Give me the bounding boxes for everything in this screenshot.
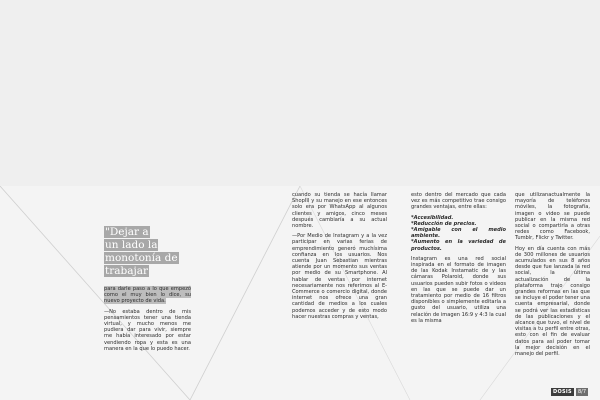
- advantage-item: *Accesibilidad.: [411, 214, 454, 221]
- pull-quote-line-4: trabajar: [105, 265, 149, 277]
- article-column-4: [515, 192, 590, 361]
- lead-text: para darle paso a lo que empezó como el muy bien lo dice, su nuevo proyecto de vida.: [104, 286, 191, 305]
- page-number: 8/7: [577, 389, 587, 395]
- col1-paragraph-1: —No estaba dentro de mis pensamientos tener una tienda virtual, y mucho menos me pudiera dar para vivir, siempre me había interesado por estar vendiendo ropa y esta es una manera en la que lo puedo hacer.: [104, 308, 191, 352]
- article-column-3: [411, 192, 506, 328]
- advantage-item: *Aumento en la variedad de productos.: [411, 239, 506, 252]
- col2-paragraph-2: —Por Medio de Instagram y a la vez participar en varias ferias de emprendimiento generó muchísima confianza en los usuarios. Nos cuenta Juan Sebastian mientras atiende por un momento sus ventas por medio de su Smartphone. Al hablar de ventas por internet necesariamente nos referimos al E-Commerce o comercio digital, donde internet nos ofrece una gran cantidad de medios a los cuales podemos acceder y de esto modo hacer nuestras compras y ventas,: [292, 233, 387, 320]
- col4-paragraph-1: que utilizanactualmente la mayoría de teléfonos móviles, la fotografía, imagen o video se puede publicar en la misma red social o compartirla a otras redes como Facebook, Tumblr, Flickr y Twitter.: [515, 192, 590, 242]
- pull-quote-line-3: monotonía de: [105, 252, 178, 264]
- brand-logo: DOSIS: [553, 389, 572, 395]
- article-column-2: [292, 192, 387, 324]
- col2-paragraph-1: cuando su tienda se hacía llamar ShopIII y su manejo en ese entonces solo era por WhatsApp al algunos clientes y amigos, cinco meses después cambiaría a su actual nombre.: [292, 192, 387, 230]
- advantage-item: *Amigable con el medio ambiente.: [411, 227, 506, 240]
- pull-quote-line-1: "Dejar a: [105, 226, 149, 238]
- col3-paragraph-1: esto dentro del mercado que cada vez es más competitivo trae consigo grandes ventajas, entre ellas:: [411, 192, 506, 211]
- advantage-item: *Reducción de precios.: [411, 220, 477, 227]
- blank-top-area: [0, 0, 600, 186]
- col4-paragraph-2: Hoy en día cuenta con más de 300 millones de usuarios acumulados en sus 8 años desde que fue lanzada la red social, la última actualización de la plataforma trajo consigo grandes reformas en las que se incluye el poder tener una cuenta empresarial, donde se podrá ver las estadísticas de las publicaciones y el alcance que tuvo, el nivel de visitas a tu perfil entre otras, esto con el fin de evaluar datos para así poder tomar la mejor decisión en el manejo del perfil.: [515, 245, 590, 358]
- pull-quote-line-2: un lado la: [105, 239, 158, 251]
- article-column-1: [104, 286, 191, 356]
- page-footer: [551, 387, 588, 397]
- pull-quote: [104, 226, 192, 278]
- magazine-spread: [0, 186, 600, 400]
- col3-paragraph-2: Instagram es una red social inspirada en el formato de imagen de las Kodak Instamatic de y las cámaras Polaroid, donde sus usuarios pueden subir fotos o videos en las que se puede dar un tratamiento por medio de 16 filtros disponibles o simplemente editarla a gusto del usuario, utiliza una relación de imagen 16:9 y 4:3 la cual es la misma: [411, 255, 506, 324]
